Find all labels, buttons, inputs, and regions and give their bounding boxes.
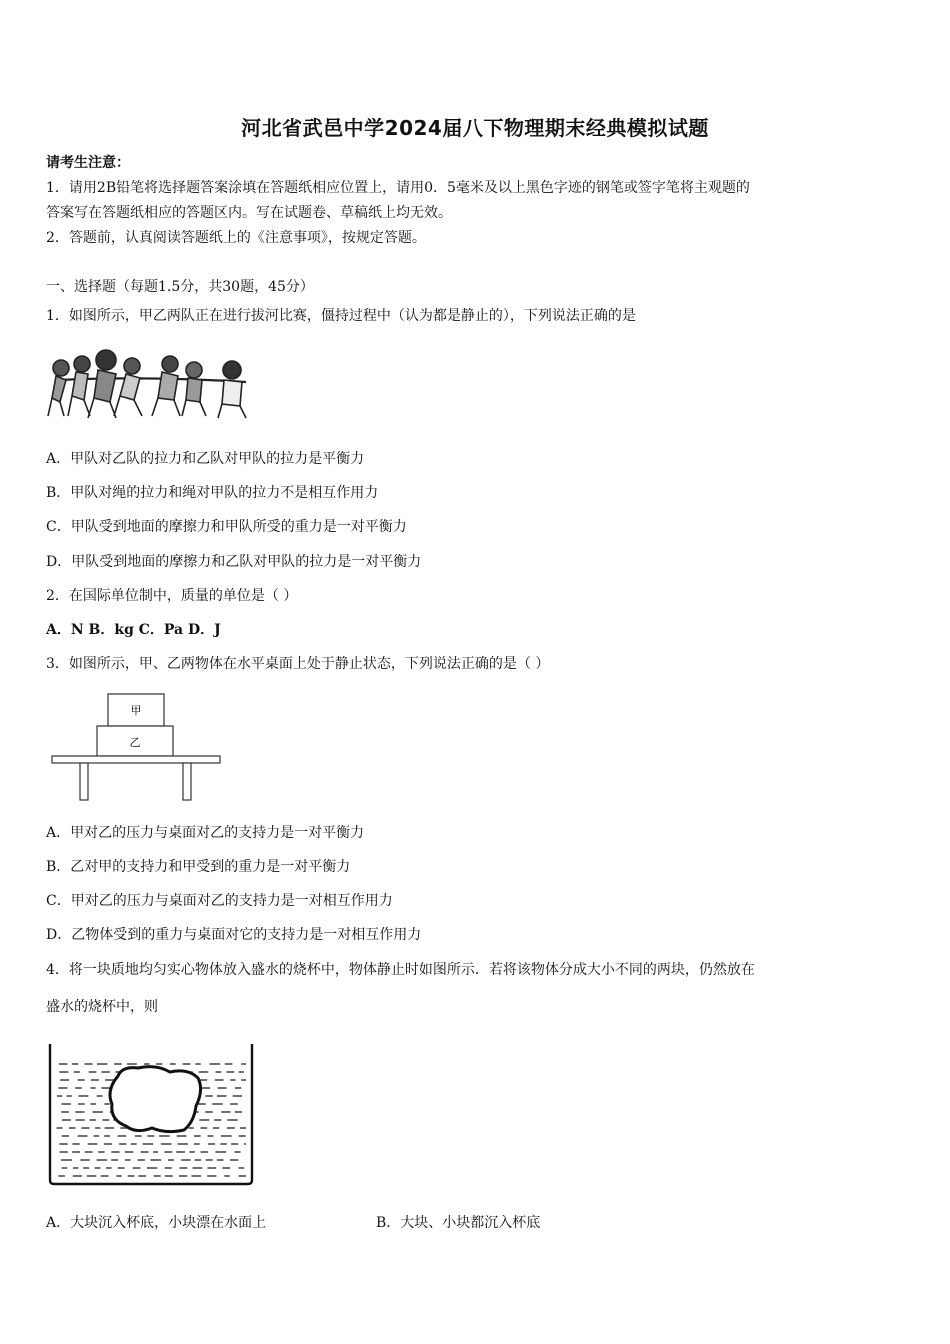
- table-blocks-figure: [50, 692, 222, 804]
- table-leg-right: [183, 763, 191, 800]
- question-4-option-a: A．大块沉入杯底，小块漂在水面上: [46, 1215, 267, 1231]
- page-title: 河北省武邑中学2024届八下物理期末经典模拟试题: [241, 116, 709, 140]
- question-3-option-c: C．甲对乙的压力与桌面对乙的支持力是一对相互作用力: [46, 893, 393, 909]
- question-3-option-b: B．乙对甲的支持力和甲受到的重力是一对平衡力: [46, 859, 351, 875]
- question-3-stem: 3．如图所示，甲、乙两物体在水平桌面上处于静止状态，下列说法正确的是（ ）: [46, 656, 550, 672]
- tug-of-war-figure: [46, 346, 256, 422]
- table-leg-left: [80, 763, 88, 800]
- block-yi-label: 乙: [129, 736, 141, 749]
- question-4-stem-line-1: 4．将一块质地均匀实心物体放入盛水的烧杯中，物体静止时如图所示．若将该物体分成大小不同的两块，仍然放在: [46, 962, 755, 978]
- question-1-option-c: C．甲队受到地面的摩擦力和甲队所受的重力是一对平衡力: [46, 519, 407, 535]
- notice-heading: 请考生注意：: [46, 155, 130, 171]
- section-heading: 一、选择题（每题1.5分，共30题，45分）: [46, 279, 314, 295]
- notice-item-1-line-2: 答案写在答题纸相应的答题区内。写在试题卷、草稿纸上均无效。: [46, 205, 452, 221]
- question-2-options: A．N B．kg C．Pa D．J: [46, 622, 221, 638]
- block-jia-label: 甲: [130, 704, 142, 717]
- question-1-option-a: A．甲队对乙队的拉力和乙队对甲队的拉力是平衡力: [46, 451, 365, 467]
- question-3-option-a: A．甲对乙的压力与桌面对乙的支持力是一对平衡力: [46, 825, 365, 841]
- notice-item-1-line-1: 1．请用2B铅笔将选择题答案涂填在答题纸相应位置上，请用0．5毫米及以上黑色字迹的钢笔或签字笔将主观题的: [46, 180, 750, 196]
- floating-object: [110, 1067, 201, 1132]
- question-4-option-b: B．大块、小块都沉入杯底: [376, 1215, 541, 1231]
- notice-item-2: 2．答题前，认真阅读答题纸上的《注意事项》，按规定答题。: [46, 230, 426, 246]
- question-4-stem-line-2: 盛水的烧杯中，则: [46, 999, 158, 1015]
- beaker-figure: [46, 1042, 258, 1188]
- question-2-stem: 2．在国际单位制中，质量的单位是（ ）: [46, 588, 298, 604]
- question-1-option-b: B．甲队对绳的拉力和绳对甲队的拉力不是相互作用力: [46, 485, 379, 501]
- question-3-option-d: D．乙物体受到的重力与桌面对它的支持力是一对相互作用力: [46, 927, 422, 943]
- table-top: [52, 756, 220, 763]
- question-1-stem: 1．如图所示，甲乙两队正在进行拔河比赛，僵持过程中（认为都是静止的），下列说法正确的是: [46, 308, 636, 324]
- question-1-option-d: D．甲队受到地面的摩擦力和乙队对甲队的拉力是一对平衡力: [46, 554, 422, 570]
